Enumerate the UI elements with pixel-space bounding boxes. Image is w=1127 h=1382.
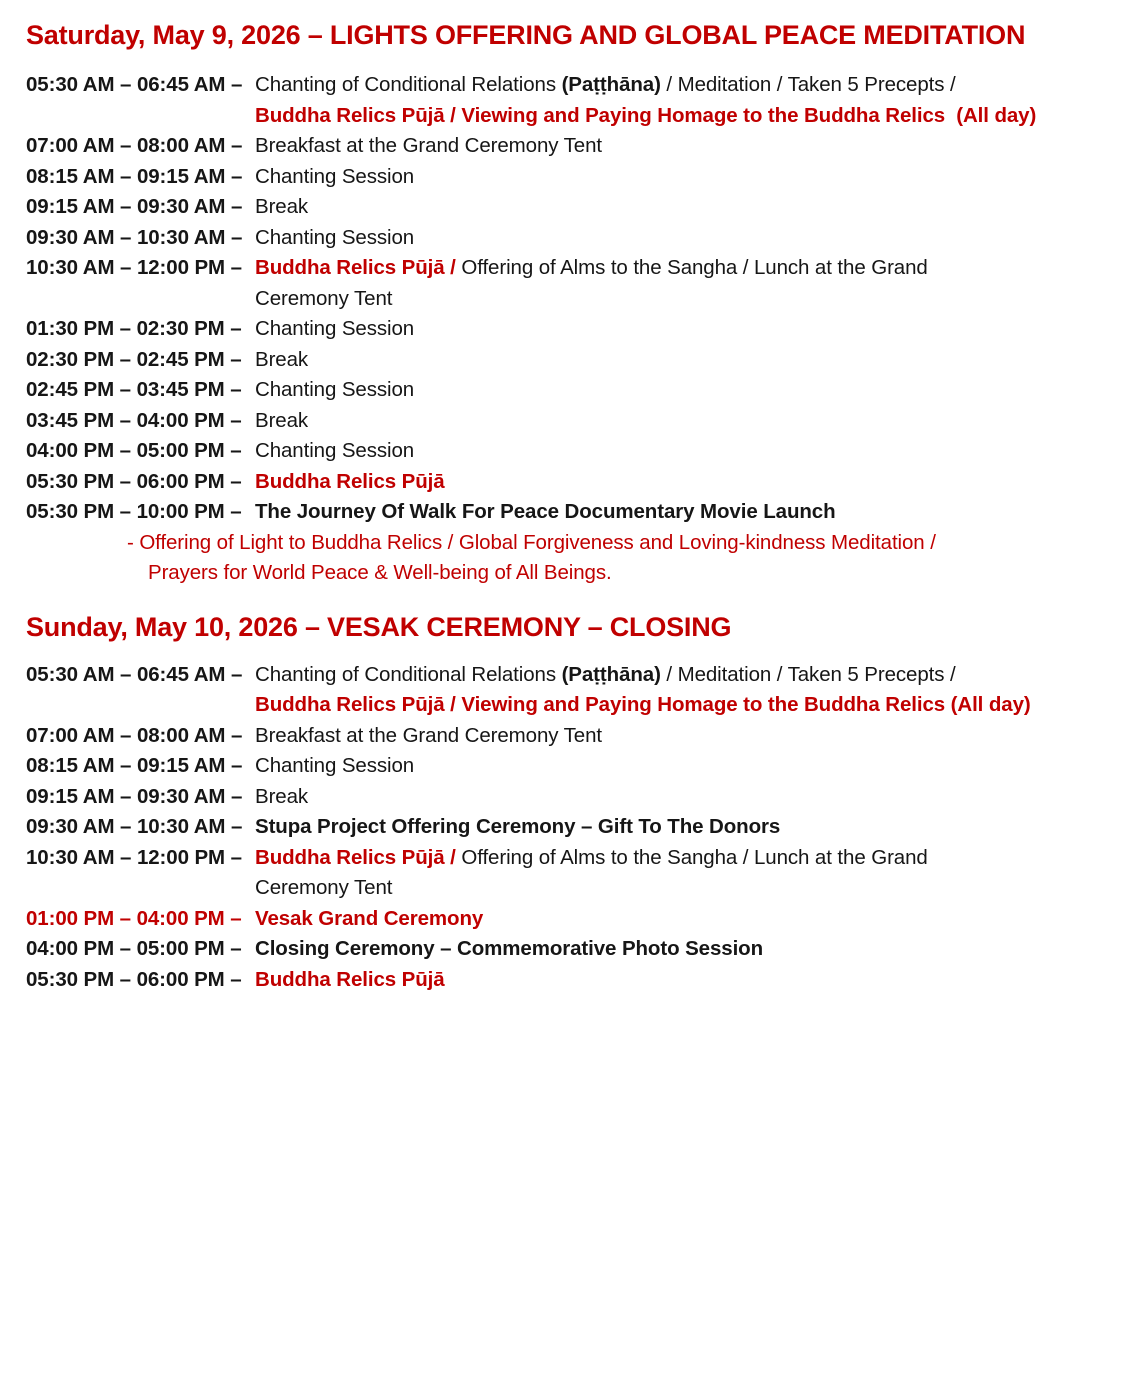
text-segment: Break bbox=[255, 347, 309, 371]
time-range: 09:15 AM – 09:30 AM – bbox=[26, 784, 243, 808]
text-segment: Buddha Relics Pūjā / bbox=[255, 845, 462, 869]
schedule-line bbox=[26, 873, 1127, 904]
section-title: Sunday, May 10, 2026 – VESAK CEREMONY – CLOSING bbox=[26, 611, 732, 642]
schedule-line bbox=[26, 101, 1127, 132]
text-segment: Breakfast at the Grand Ceremony Tent bbox=[255, 134, 602, 157]
schedule-line bbox=[26, 497, 1127, 528]
text-segment: - Offering of Light to Buddha Relics / Global Forgiveness and Loving-kindness Meditation / bbox=[127, 530, 936, 554]
text-segment: (Paṭṭhāna) bbox=[561, 662, 661, 686]
schedule-line bbox=[26, 467, 1127, 498]
text-segment: / Meditation / Taken 5 Precepts / bbox=[660, 662, 956, 686]
schedule-line bbox=[26, 751, 1127, 782]
schedule-line bbox=[26, 782, 1127, 813]
schedule-line bbox=[26, 558, 1127, 589]
schedule-line bbox=[26, 690, 1127, 721]
time-range: 09:15 AM – 09:30 AM – bbox=[26, 195, 243, 218]
text-segment: Offering of Alms to the Sangha / Lunch at the Grand bbox=[461, 845, 928, 869]
schedule-line bbox=[26, 904, 1127, 935]
text-segment: Ceremony Tent bbox=[255, 286, 393, 310]
text-segment: Chanting Session bbox=[255, 225, 415, 249]
text-segment: Chanting Session bbox=[255, 378, 415, 401]
time-range: 04:00 PM – 05:00 PM – bbox=[26, 937, 242, 960]
text-segment: Buddha Relics Pūjā / Viewing and Paying Homage to the Buddha Relics (All day) bbox=[255, 693, 1031, 716]
schedule-line bbox=[26, 843, 1127, 874]
time-range: 04:00 PM – 05:00 PM – bbox=[26, 439, 242, 462]
text-segment: Closing Ceremony – Commemorative Photo Session bbox=[255, 937, 764, 960]
text-segment: Chanting of Conditional Relations bbox=[255, 73, 562, 96]
schedule-entries bbox=[26, 70, 1127, 589]
schedule-line bbox=[26, 314, 1127, 345]
text-segment: Ceremony Tent bbox=[255, 876, 393, 899]
schedule-entries bbox=[26, 660, 1127, 996]
time-range: 08:15 AM – 09:15 AM – bbox=[26, 164, 243, 188]
time-range: 05:30 AM – 06:45 AM – bbox=[26, 662, 243, 686]
text-segment: Buddha Relics Pūjā bbox=[255, 967, 445, 991]
text-segment: Chanting of Conditional Relations bbox=[255, 662, 562, 686]
schedule-line bbox=[26, 131, 1127, 162]
schedule-line bbox=[26, 162, 1127, 193]
text-segment: Vesak Grand Ceremony bbox=[255, 906, 484, 930]
schedule-sections bbox=[26, 18, 1127, 995]
text-segment: Breakfast at the Grand Ceremony Tent bbox=[255, 723, 602, 747]
schedule-line bbox=[26, 406, 1127, 437]
schedule-line bbox=[26, 660, 1127, 691]
schedule-line bbox=[26, 223, 1127, 254]
schedule-line bbox=[26, 934, 1127, 965]
time-range: 05:30 AM – 06:45 AM – bbox=[26, 73, 243, 96]
time-range: 05:30 PM – 10:00 PM – bbox=[26, 500, 242, 523]
text-segment: Chanting Session bbox=[255, 439, 415, 462]
schedule-line bbox=[26, 70, 1127, 101]
time-range: 05:30 PM – 06:00 PM – bbox=[26, 469, 242, 493]
time-range: 07:00 AM – 08:00 AM – bbox=[26, 723, 243, 747]
time-range: 03:45 PM – 04:00 PM – bbox=[26, 408, 242, 432]
time-range: 08:15 AM – 09:15 AM – bbox=[26, 754, 243, 777]
text-segment: Stupa Project Offering Ceremony – Gift To The Donors bbox=[255, 815, 781, 838]
text-segment: Buddha Relics Pūjā / bbox=[255, 256, 462, 279]
schedule-line bbox=[26, 528, 1127, 559]
text-segment: Break bbox=[255, 784, 309, 808]
schedule-line bbox=[26, 192, 1127, 223]
text-segment: Chanting Session bbox=[255, 164, 415, 188]
time-range: 02:30 PM – 02:45 PM – bbox=[26, 347, 242, 371]
text-segment: Chanting Session bbox=[255, 754, 415, 777]
text-segment: Chanting Session bbox=[255, 317, 415, 340]
section-title: Saturday, May 9, 2026 – LIGHTS OFFERING AND GLOBAL PEACE MEDITATION bbox=[26, 20, 1026, 50]
text-segment: Break bbox=[255, 408, 309, 432]
schedule-line bbox=[26, 375, 1127, 406]
schedule-line bbox=[26, 965, 1127, 996]
schedule-section bbox=[26, 18, 1127, 589]
time-range: 01:00 PM – 04:00 PM – bbox=[26, 906, 242, 930]
schedule-line bbox=[26, 284, 1127, 315]
schedule-line bbox=[26, 253, 1127, 284]
schedule-line bbox=[26, 721, 1127, 752]
text-segment: (Paṭṭhāna) bbox=[561, 73, 661, 96]
schedule-section bbox=[26, 610, 1127, 996]
time-range: 10:30 AM – 12:00 PM – bbox=[26, 256, 242, 279]
text-segment: Offering of Alms to the Sangha / Lunch at the Grand bbox=[461, 256, 928, 279]
time-range: 09:30 AM – 10:30 AM – bbox=[26, 815, 243, 838]
time-range: 09:30 AM – 10:30 AM – bbox=[26, 225, 243, 249]
time-range: 01:30 PM – 02:30 PM – bbox=[26, 317, 242, 340]
text-segment: Prayers for World Peace & Well-being of All Beings. bbox=[148, 561, 612, 584]
text-segment: / Meditation / Taken 5 Precepts / bbox=[660, 73, 956, 96]
schedule-line bbox=[26, 345, 1127, 376]
time-range: 05:30 PM – 06:00 PM – bbox=[26, 967, 242, 991]
time-range: 02:45 PM – 03:45 PM – bbox=[26, 378, 242, 401]
text-segment: The Journey Of Walk For Peace Documentary Movie Launch bbox=[255, 500, 836, 523]
time-range: 07:00 AM – 08:00 AM – bbox=[26, 134, 243, 157]
text-segment: Buddha Relics Pūjā / Viewing and Paying Homage to the Buddha Relics (All day) bbox=[255, 103, 1037, 127]
text-segment: Buddha Relics Pūjā bbox=[255, 469, 445, 493]
schedule-line bbox=[26, 436, 1127, 467]
schedule-line bbox=[26, 812, 1127, 843]
time-range: 10:30 AM – 12:00 PM – bbox=[26, 845, 242, 869]
text-segment: Break bbox=[255, 195, 309, 218]
